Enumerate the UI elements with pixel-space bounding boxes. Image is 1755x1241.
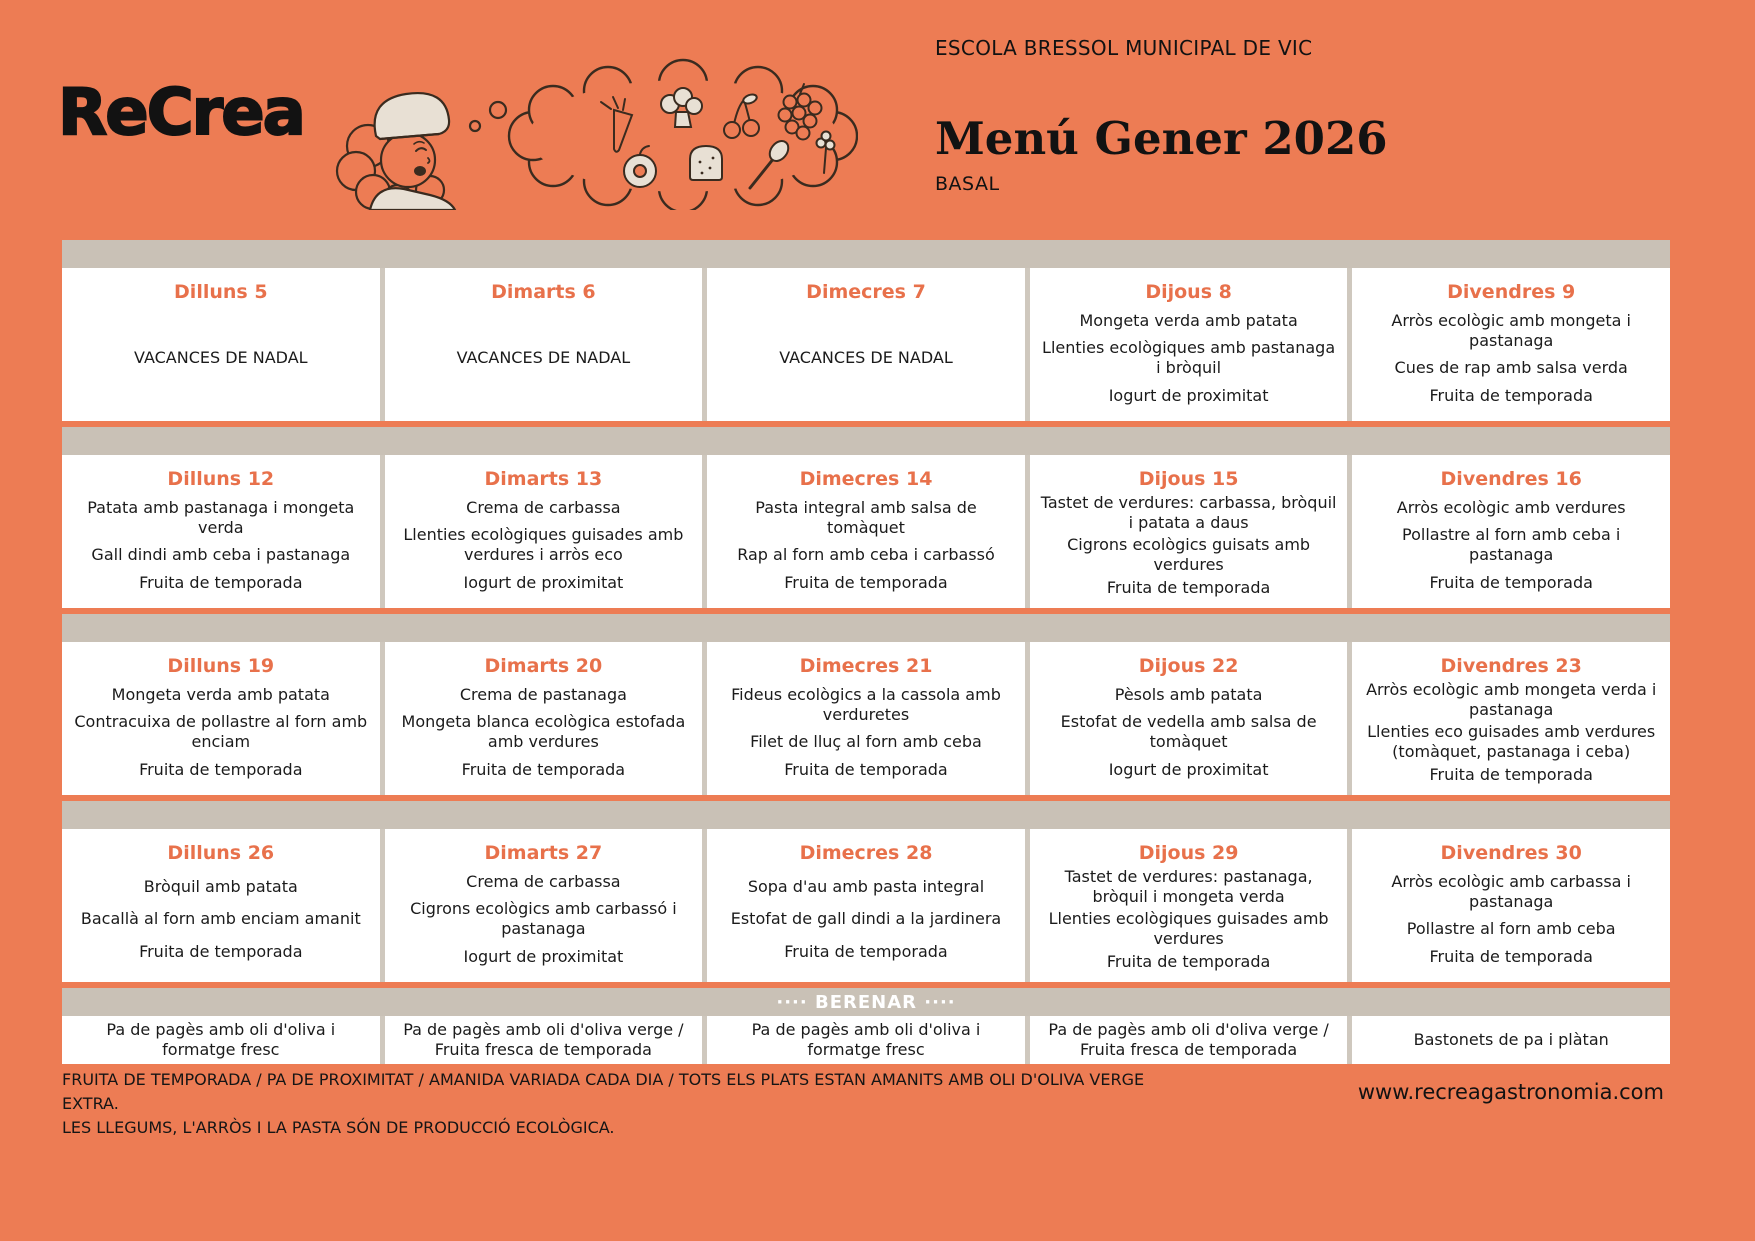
menu-item: Fruita de temporada: [784, 572, 948, 592]
week-block: [62, 427, 1670, 608]
day-title: Dimarts 13: [484, 468, 603, 490]
menu-item: Gall dindi amb ceba i pastanaga: [91, 545, 351, 564]
berenar-cell: Bastonets de pa i plàtan: [1352, 1016, 1670, 1064]
menu-item: Cigrons ecològics guisats amb verdures: [1067, 535, 1311, 574]
menu-item: Mongeta verda amb patata: [1079, 310, 1298, 330]
menu-item: Fruita de temporada: [461, 759, 626, 779]
menu-item: Bròquil amb patata: [143, 876, 298, 896]
day-cell: [1030, 642, 1348, 795]
day-title: Dimecres 21: [799, 655, 933, 677]
day-cell: [62, 642, 380, 795]
day-cell: [62, 455, 380, 608]
menu-item: Iogurt de proximitat: [463, 572, 624, 592]
berenar-cell: Pa de pagès amb oli d'oliva verge / Fruita fresca de temporada: [385, 1016, 703, 1064]
menu-item: Fruita de temporada: [139, 759, 303, 779]
menu-item: Fruita de temporada: [784, 759, 948, 779]
menu-item: Fruita de temporada: [784, 941, 948, 961]
footer: [62, 1068, 1670, 1140]
day-title: Dimarts 20: [484, 655, 603, 677]
menu-item: Fruita de temporada: [1106, 577, 1271, 597]
day-cell: [707, 829, 1025, 982]
day-title: Dilluns 19: [167, 655, 275, 677]
school-name: ESCOLA BRESSOL MUNICIPAL DE VIC: [935, 36, 1313, 60]
day-title: Dimecres 28: [799, 842, 933, 864]
menu-item: Pollastre al forn amb ceba: [1406, 919, 1616, 938]
day-title: Dijous 22: [1138, 655, 1239, 677]
day-cell: [1352, 455, 1670, 608]
day-items: [716, 677, 1016, 787]
chef-hat-icon: [375, 93, 449, 139]
day-items: [394, 677, 694, 787]
menu-item: Arròs ecològic amb carbassa i pastanaga: [1391, 871, 1631, 911]
footer-note-line2: LES LLEGUMS, L'ARRÒS I LA PASTA SÓN DE PRODUCCIÓ ECOLÒGICA.: [62, 1118, 615, 1137]
day-title: Dimarts 27: [484, 842, 603, 864]
menu-item: Crema de carbassa: [466, 497, 621, 517]
berenar-row: [62, 1016, 1670, 1064]
day-title: Dijous 15: [1138, 468, 1239, 490]
menu-item: VACANCES DE NADAL: [456, 348, 631, 367]
day-cell: [385, 829, 703, 982]
day-items: [1039, 677, 1339, 787]
day-title: Divendres 16: [1440, 468, 1582, 490]
day-items: [1361, 677, 1661, 787]
day-items: [1361, 303, 1661, 413]
week-separator-band: [62, 614, 1670, 642]
day-title: Dimecres 7: [806, 281, 926, 303]
menu-item: Llenties ecològiques guisades amb verdures i arròs eco: [403, 525, 684, 564]
menu-item: Fruita de temporada: [1429, 385, 1593, 405]
day-cell: [1352, 829, 1670, 982]
day-cell: [62, 268, 380, 421]
menu-item: Fideus ecològics a la cassola amb verduretes: [731, 684, 1001, 724]
day-title: Dilluns 5: [174, 281, 268, 303]
day-cell: [1030, 829, 1348, 982]
berenar-cell: Pa de pagès amb oli d'oliva i formatge fresc: [707, 1016, 1025, 1064]
week-block: [62, 801, 1670, 982]
bread-icon: [690, 146, 722, 180]
menu-item: Arròs ecològic amb verdures: [1396, 497, 1626, 517]
footer-note-line1: FRUITA DE TEMPORADA / PA DE PROXIMITAT / AMANIDA VARIADA CADA DIA / TOTS ELS PLATS ESTAN AMANITS AMB OLI D'OLIVA VERGE EXTRA.: [62, 1070, 1145, 1113]
menu-item: Cigrons ecològics amb carbassó i pastanaga: [410, 899, 677, 938]
day-items: [1361, 864, 1661, 974]
menu-item: Iogurt de proximitat: [463, 946, 624, 966]
day-items: [71, 303, 371, 413]
day-cell: [707, 642, 1025, 795]
menu-item: Tastet de verdures: carbassa, bròquil i patata a daus: [1040, 492, 1337, 532]
menu-item: Rap al forn amb ceba i carbassó: [737, 545, 995, 564]
website-link[interactable]: www.recreagastronomia.com: [1357, 1080, 1664, 1104]
menu-item: Llenties ecològiques amb pastanaga i bròquil: [1042, 338, 1336, 377]
day-cell: [1030, 268, 1348, 421]
menu-item: Crema de pastanaga: [459, 684, 627, 704]
day-items: [1039, 864, 1339, 974]
page-title: Menú Gener 2026: [935, 112, 1388, 165]
menu-item: Fruita de temporada: [139, 572, 303, 592]
day-title: Divendres 30: [1440, 842, 1582, 864]
chef-figure: [337, 93, 455, 210]
day-items: [1361, 490, 1661, 600]
day-cell: [62, 829, 380, 982]
day-title: Divendres 23: [1440, 655, 1582, 677]
day-items: [716, 303, 1016, 413]
week-block: [62, 614, 1670, 795]
menu-item: Arròs ecològic amb mongeta i pastanaga: [1391, 310, 1631, 350]
day-cell: [707, 268, 1025, 421]
menu-subtitle: BASAL: [935, 173, 1000, 195]
menu-item: Fruita de temporada: [1429, 572, 1593, 592]
menu-item: Pèsols amb patata: [1114, 684, 1263, 704]
berenar-cell: Pa de pagès amb oli d'oliva verge / Fruita fresca de temporada: [1030, 1016, 1348, 1064]
menu-grid: [62, 240, 1670, 1064]
day-items: [1039, 490, 1339, 600]
day-items: [71, 864, 371, 974]
menu-item: Contracuixa de pollastre al forn amb enciam: [74, 712, 368, 751]
week-block: [62, 240, 1670, 421]
day-cell: [1030, 455, 1348, 608]
day-cell: [1352, 642, 1670, 795]
menu-item: Tastet de verdures: pastanaga, bròquil i mongeta verda: [1064, 866, 1313, 906]
day-title: Dilluns 12: [167, 468, 275, 490]
week-row: [62, 268, 1670, 421]
day-items: [716, 490, 1016, 600]
menu-item: Estofat de gall dindi a la jardinera: [730, 909, 1002, 928]
day-cell: [385, 455, 703, 608]
menu-item: Mongeta blanca ecològica estofada amb verdures: [401, 712, 686, 751]
menu-item: VACANCES DE NADAL: [779, 348, 953, 367]
day-cell: [385, 642, 703, 795]
berenar-title: ···· BERENAR ····: [776, 991, 956, 1013]
day-items: [394, 303, 694, 413]
day-title: Dimecres 14: [799, 468, 933, 490]
menu-item: Fruita de temporada: [1106, 951, 1271, 971]
menu-item: Crema de carbassa: [466, 871, 621, 891]
footer-notes: [62, 1068, 1192, 1140]
week-separator-band: [62, 427, 1670, 455]
day-items: [394, 864, 694, 974]
menu-item: Cues de rap amb salsa verda: [1394, 358, 1628, 377]
menu-item: Llenties ecològiques guisades amb verdures: [1048, 909, 1329, 948]
menu-item: Estofat de vedella amb salsa de tomàquet: [1060, 712, 1317, 751]
day-cell: [1352, 268, 1670, 421]
day-cell: [385, 268, 703, 421]
day-title: Dimarts 6: [491, 281, 596, 303]
menu-item: VACANCES DE NADAL: [134, 348, 308, 367]
chef-illustration: [318, 58, 858, 210]
day-cell: [707, 455, 1025, 608]
menu-item: Arròs ecològic amb mongeta verda i pastanaga: [1366, 679, 1657, 719]
day-title: Dijous 29: [1138, 842, 1239, 864]
menu-item: Filet de lluç al forn amb ceba: [750, 732, 982, 751]
week-row: [62, 455, 1670, 608]
menu-item: Patata amb pastanaga i mongeta verda: [87, 497, 355, 537]
day-items: [71, 490, 371, 600]
menu-item: Llenties eco guisades amb verdures (tomàquet, pastanaga i ceba): [1367, 722, 1656, 761]
thought-bubbles: [470, 102, 506, 131]
menu-item: Fruita de temporada: [139, 941, 303, 961]
menu-item: Fruita de temporada: [1429, 946, 1593, 966]
menu-item: Fruita de temporada: [1429, 764, 1593, 784]
day-items: [71, 677, 371, 787]
menu-weeks: [62, 240, 1670, 982]
menu-item: Mongeta verda amb patata: [111, 684, 330, 704]
menu-item: Pasta integral amb salsa de tomàquet: [755, 497, 977, 537]
header-right: [935, 36, 1535, 195]
week-row: [62, 829, 1670, 982]
week-separator-band: [62, 240, 1670, 268]
menu-item: Iogurt de proximitat: [1108, 759, 1269, 779]
day-title: Dijous 8: [1145, 281, 1232, 303]
day-items: [716, 864, 1016, 974]
menu-item: Bacallà al forn amb enciam amanit: [80, 909, 361, 928]
day-items: [1039, 303, 1339, 413]
day-title: Divendres 9: [1447, 281, 1576, 303]
recrea-logo: ReCrea: [58, 76, 304, 150]
berenar-cell: Pa de pagès amb oli d'oliva i formatge fresc: [62, 1016, 380, 1064]
menu-item: Sopa d'au amb pasta integral: [747, 876, 985, 896]
menu-item: Iogurt de proximitat: [1108, 385, 1269, 405]
week-row: [62, 642, 1670, 795]
menu-item: Pollastre al forn amb ceba i pastanaga: [1402, 525, 1621, 564]
day-items: [394, 490, 694, 600]
day-title: Dilluns 26: [167, 842, 275, 864]
berenar-band: [62, 988, 1670, 1016]
week-separator-band: [62, 801, 1670, 829]
